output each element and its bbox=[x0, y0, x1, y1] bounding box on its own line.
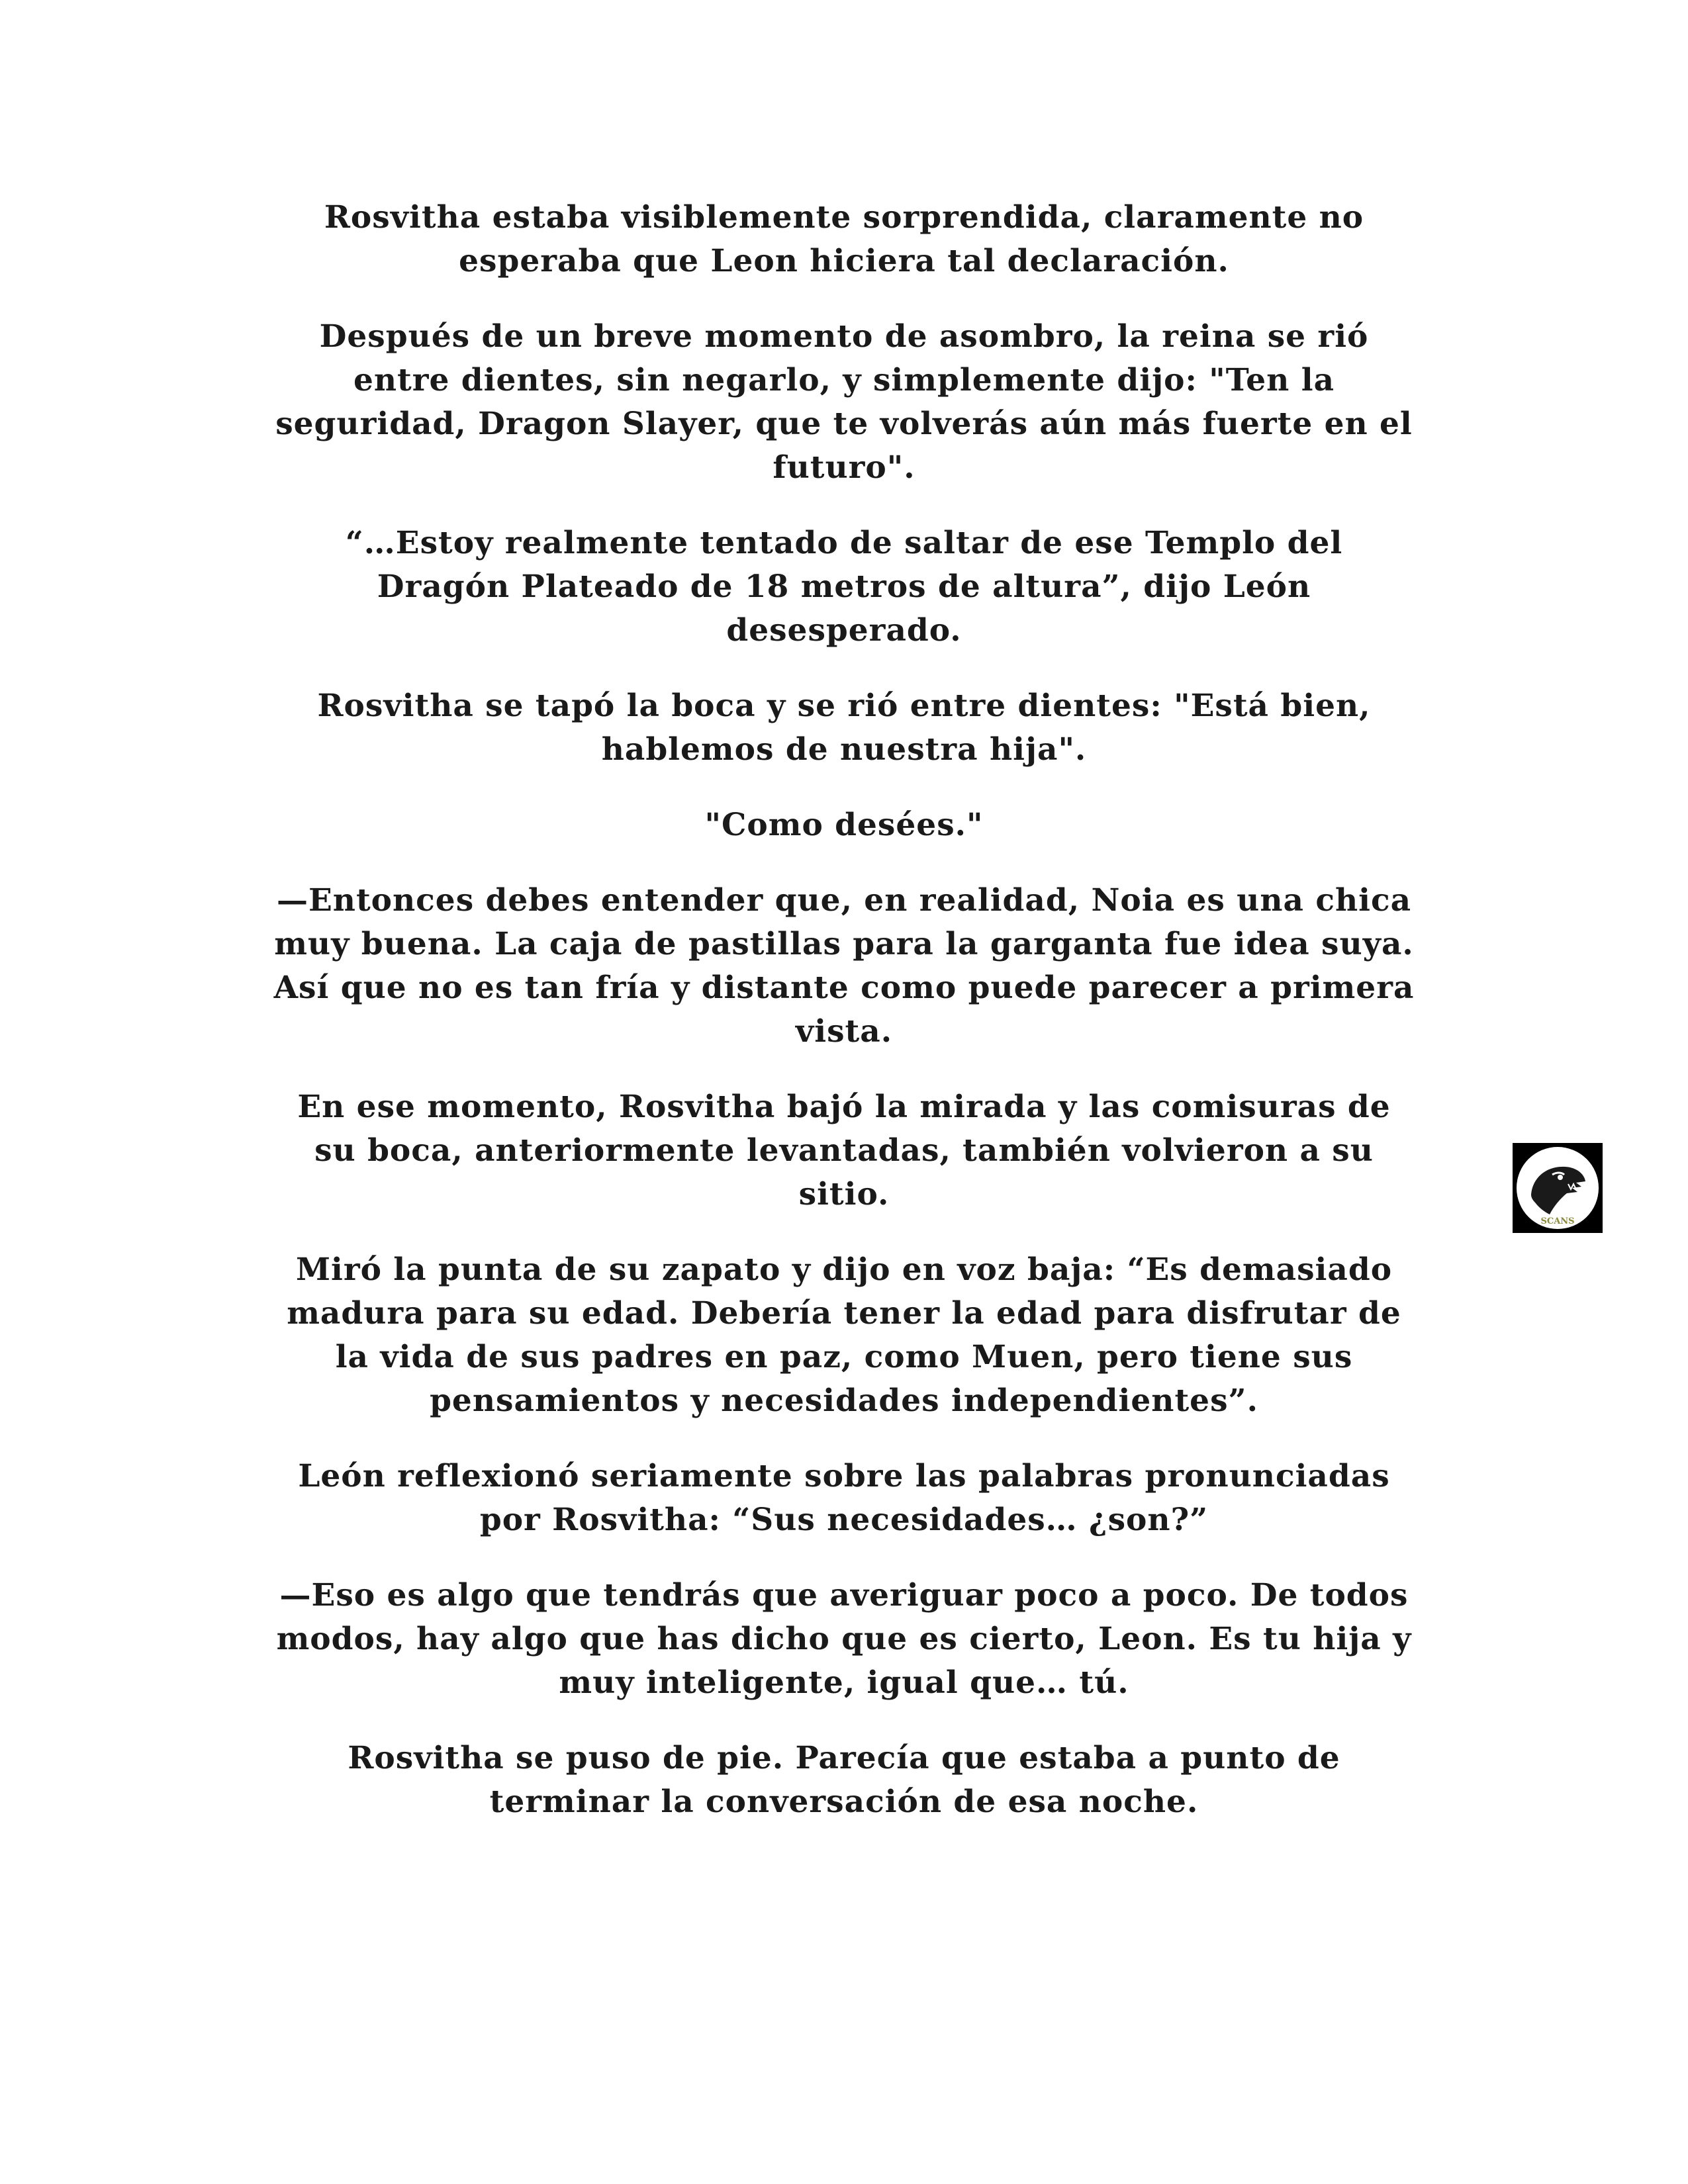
paragraph-1: Rosvitha estaba visiblemente sorprendida, claramente no esperaba que Leon hiciera tal declaración. bbox=[324, 199, 1364, 279]
paragraph-3: “…Estoy realmente tentado de saltar de ese Templo del Dragón Plateado de 18 metros de altura”, dijo León desesperado. bbox=[345, 525, 1343, 649]
document-body bbox=[212, 196, 1476, 1856]
paragraph-7: En ese momento, Rosvitha bajó la mirada y las comisuras de su boca, anteriormente levantadas, también volvieron a su sitio. bbox=[297, 1089, 1391, 1212]
paragraph-2: Después de un breve momento de asombro, la reina se rió entre dientes, sin negarlo, y simplemente dijo: "Ten la seguridad, Dragon Slayer, que te volverás aún más fuerte en el futuro". bbox=[275, 318, 1413, 486]
paragraph-6: —Entonces debes entender que, en realidad, Noia es una chica muy buena. La caja de pastillas para la garganta fue idea suya. Así que no es tan fría y distante como puede parecer a primera vista. bbox=[273, 882, 1415, 1050]
paragraph-9: León reflexionó seriamente sobre las palabras pronunciadas por Rosvitha: “Sus necesidades… ¿son?” bbox=[298, 1458, 1390, 1538]
paragraph-8: Miró la punta de su zapato y dijo en voz baja: “Es demasiado madura para su edad. Debería tener la edad para disfrutar de la vida de sus padres en paz, como Muen, pero tiene sus pensamientos y necesidades independientes”. bbox=[287, 1251, 1401, 1419]
scans-watermark-logo bbox=[1513, 1143, 1603, 1233]
dinosaur-head-icon bbox=[1513, 1143, 1603, 1233]
paragraph-11: Rosvitha se puso de pie. Parecía que estaba a punto de terminar la conversación de esa noche. bbox=[348, 1740, 1340, 1820]
paragraph-10: —Eso es algo que tendrás que averiguar poco a poco. De todos modos, hay algo que has dicho que es cierto, Leon. Es tu hija y muy inteligente, igual que… tú. bbox=[276, 1577, 1412, 1701]
watermark-label: SCANS bbox=[1540, 1216, 1575, 1226]
paragraph-4: Rosvitha se tapó la boca y se rió entre dientes: "Está bien, hablemos de nuestra hija". bbox=[317, 688, 1371, 768]
paragraph-5: "Como desées." bbox=[704, 807, 984, 843]
